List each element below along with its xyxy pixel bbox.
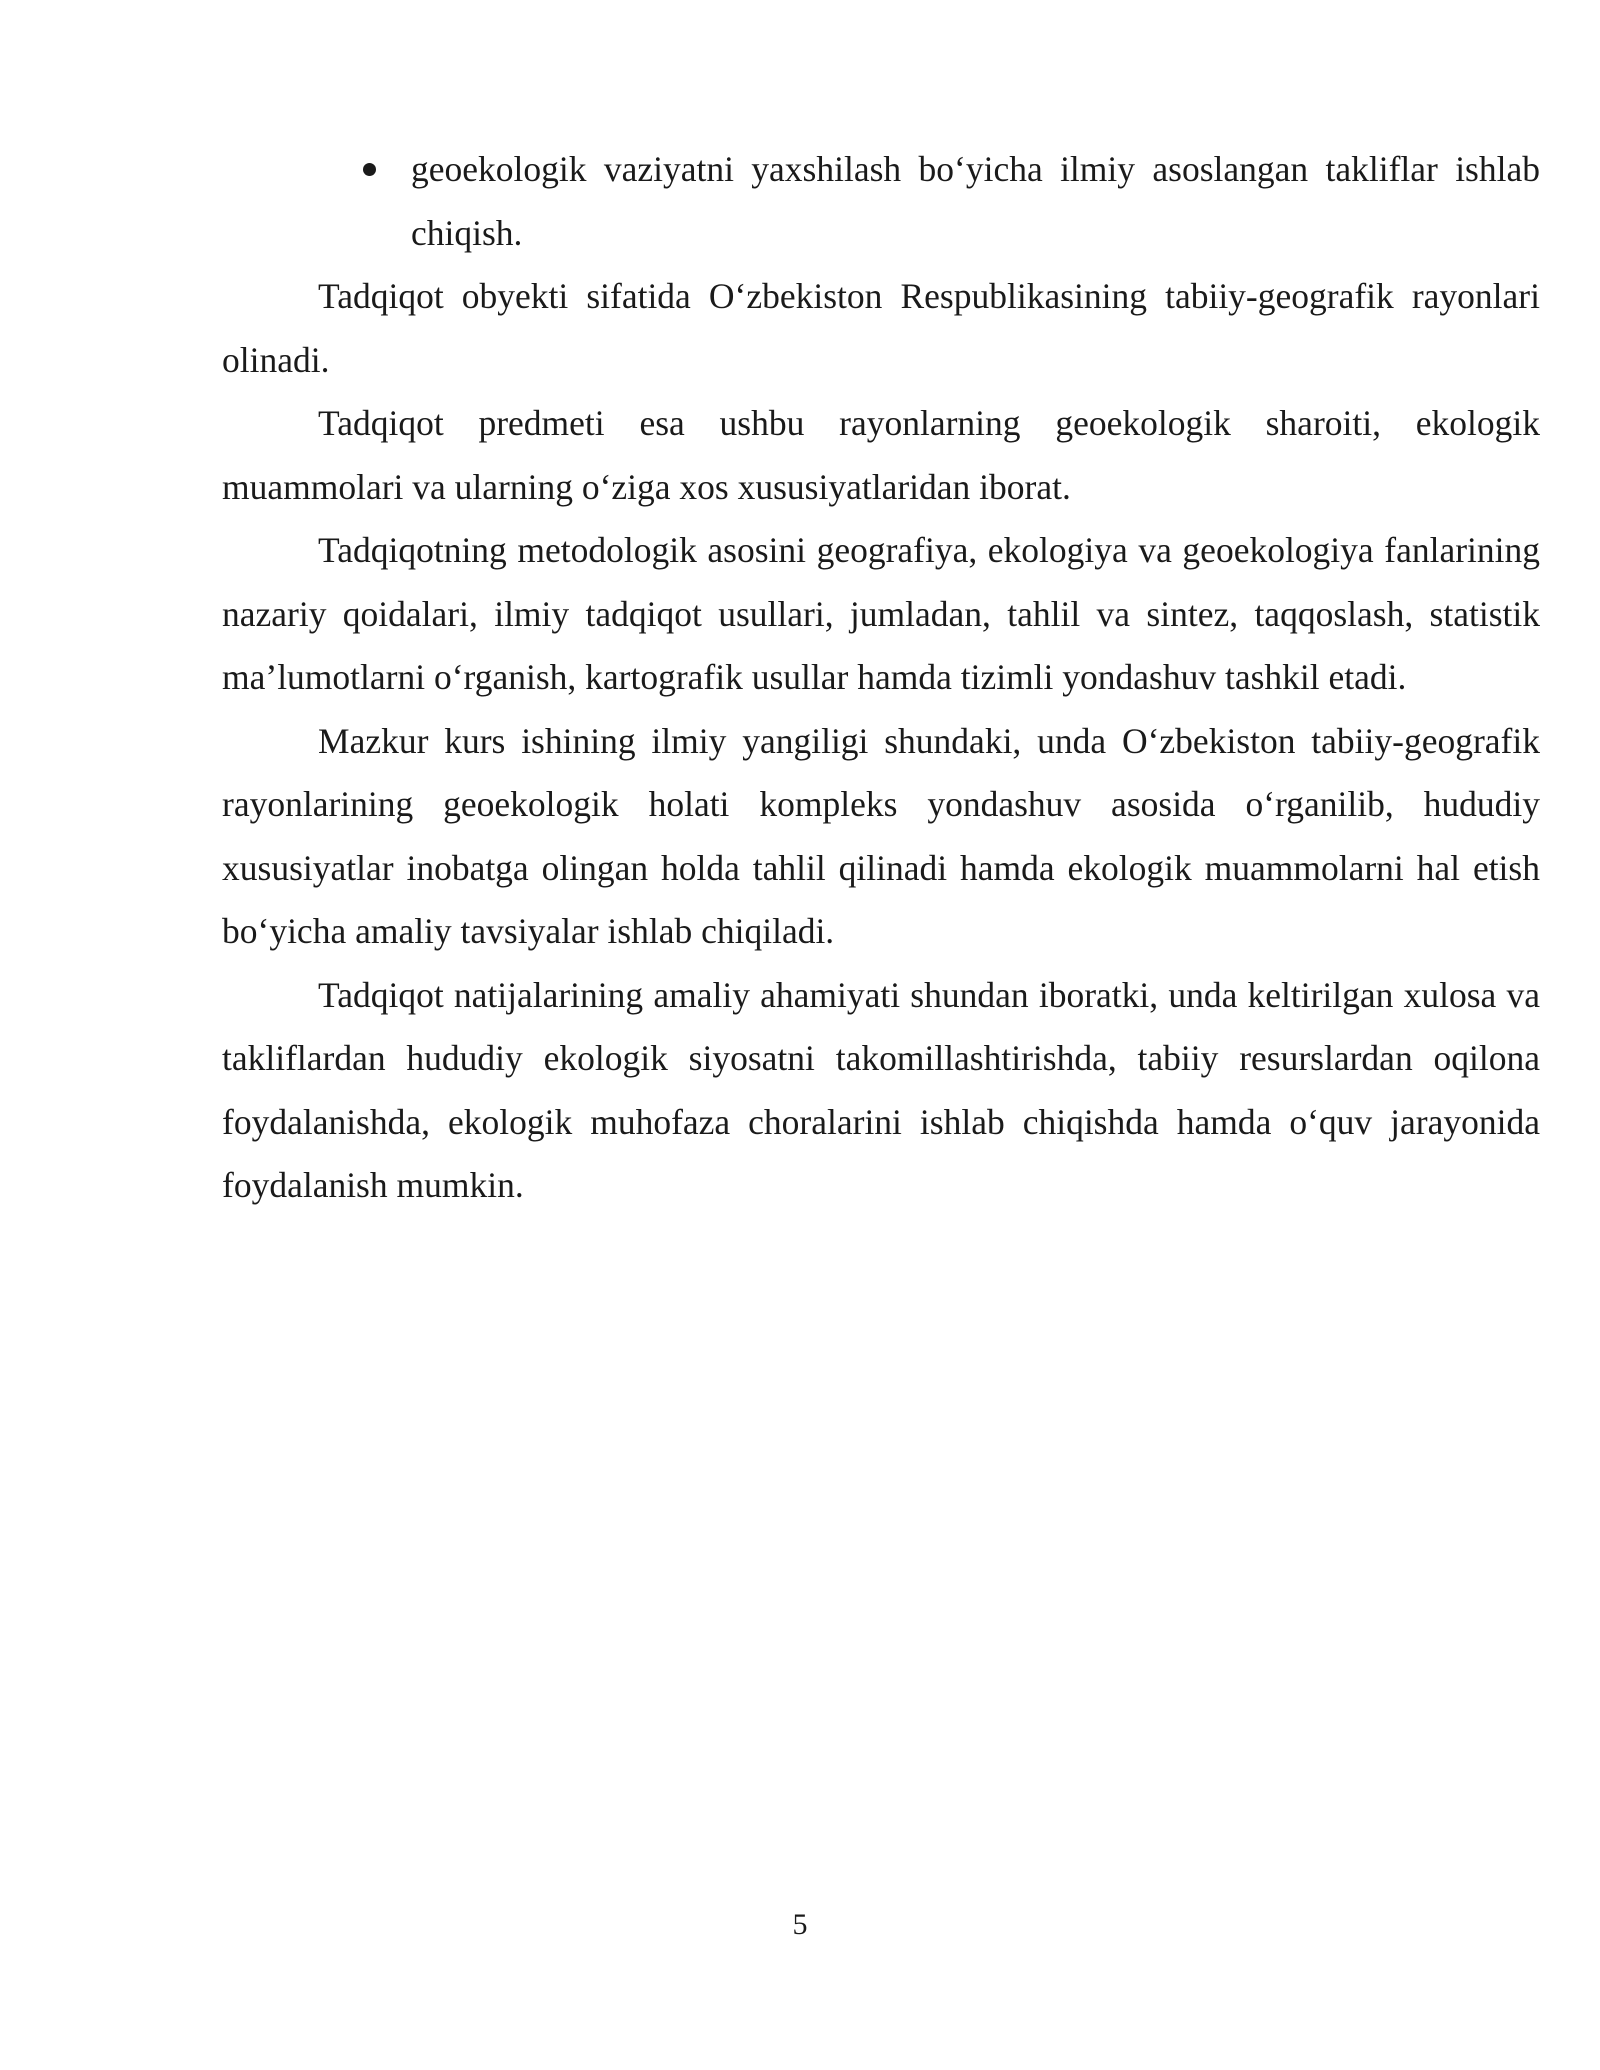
paragraph-practical-significance: Tadqiqot natijalarining amaliy ahamiyati shundan iboratki, unda keltirilgan xulosa va takliflardan hududiy ekologik siyosatni takomillashtirishda, tabiiy resurslardan oqilona foydalanishda, ekologik muhofaza choralarini ishlab chiqishda hamda o‘quv jarayonida foydalanish mumkin. [222,974,1540,1205]
paragraph-research-object: Tadqiqot obyekti sifatida O‘zbekiston Respublikasining tabiiy-geografik rayonlari olinadi. [222,276,1540,380]
page-body [222,138,1540,1218]
paragraph-scientific-novelty: Mazkur kurs ishining ilmiy yangiligi shundaki, unda O‘zbekiston tabiiy-geografik rayonlarining geoekologik holati kompleks yondashuv asosida o‘rganilib, hududiy xususiyatlar inobatga olingan holda tahlil qilinadi hamda ekologik muammolarni hal etish bo‘yicha amaliy tavsiyalar ishlab chiqiladi. [222,720,1540,951]
paragraph-methodology: Tadqiqotning metodologik asosini geografiya, ekologiya va geoekologiya fanlarining nazariy qoidalari, ilmiy tadqiqot usullari, jumladan, tahlil va sintez, taqqoslash, statistik ma’lumotlarni o‘rganish, kartografik usullar hamda tizimli yondashuv tashkil etadi. [222,530,1540,697]
paragraph-research-subject: Tadqiqot predmeti esa ushbu rayonlarning geoekologik sharoiti, ekologik muammolari va ularning o‘ziga xos xususiyatlaridan iborat. [222,403,1540,507]
bullet-item-text: geoekologik vaziyatni yaxshilash bo‘yicha ilmiy asoslangan takliflar ishlab chiqish. [411,149,1540,253]
bullet-dot-icon [363,163,376,176]
page-number: 5 [792,1908,808,1941]
bullet-list-item [222,138,1540,265]
